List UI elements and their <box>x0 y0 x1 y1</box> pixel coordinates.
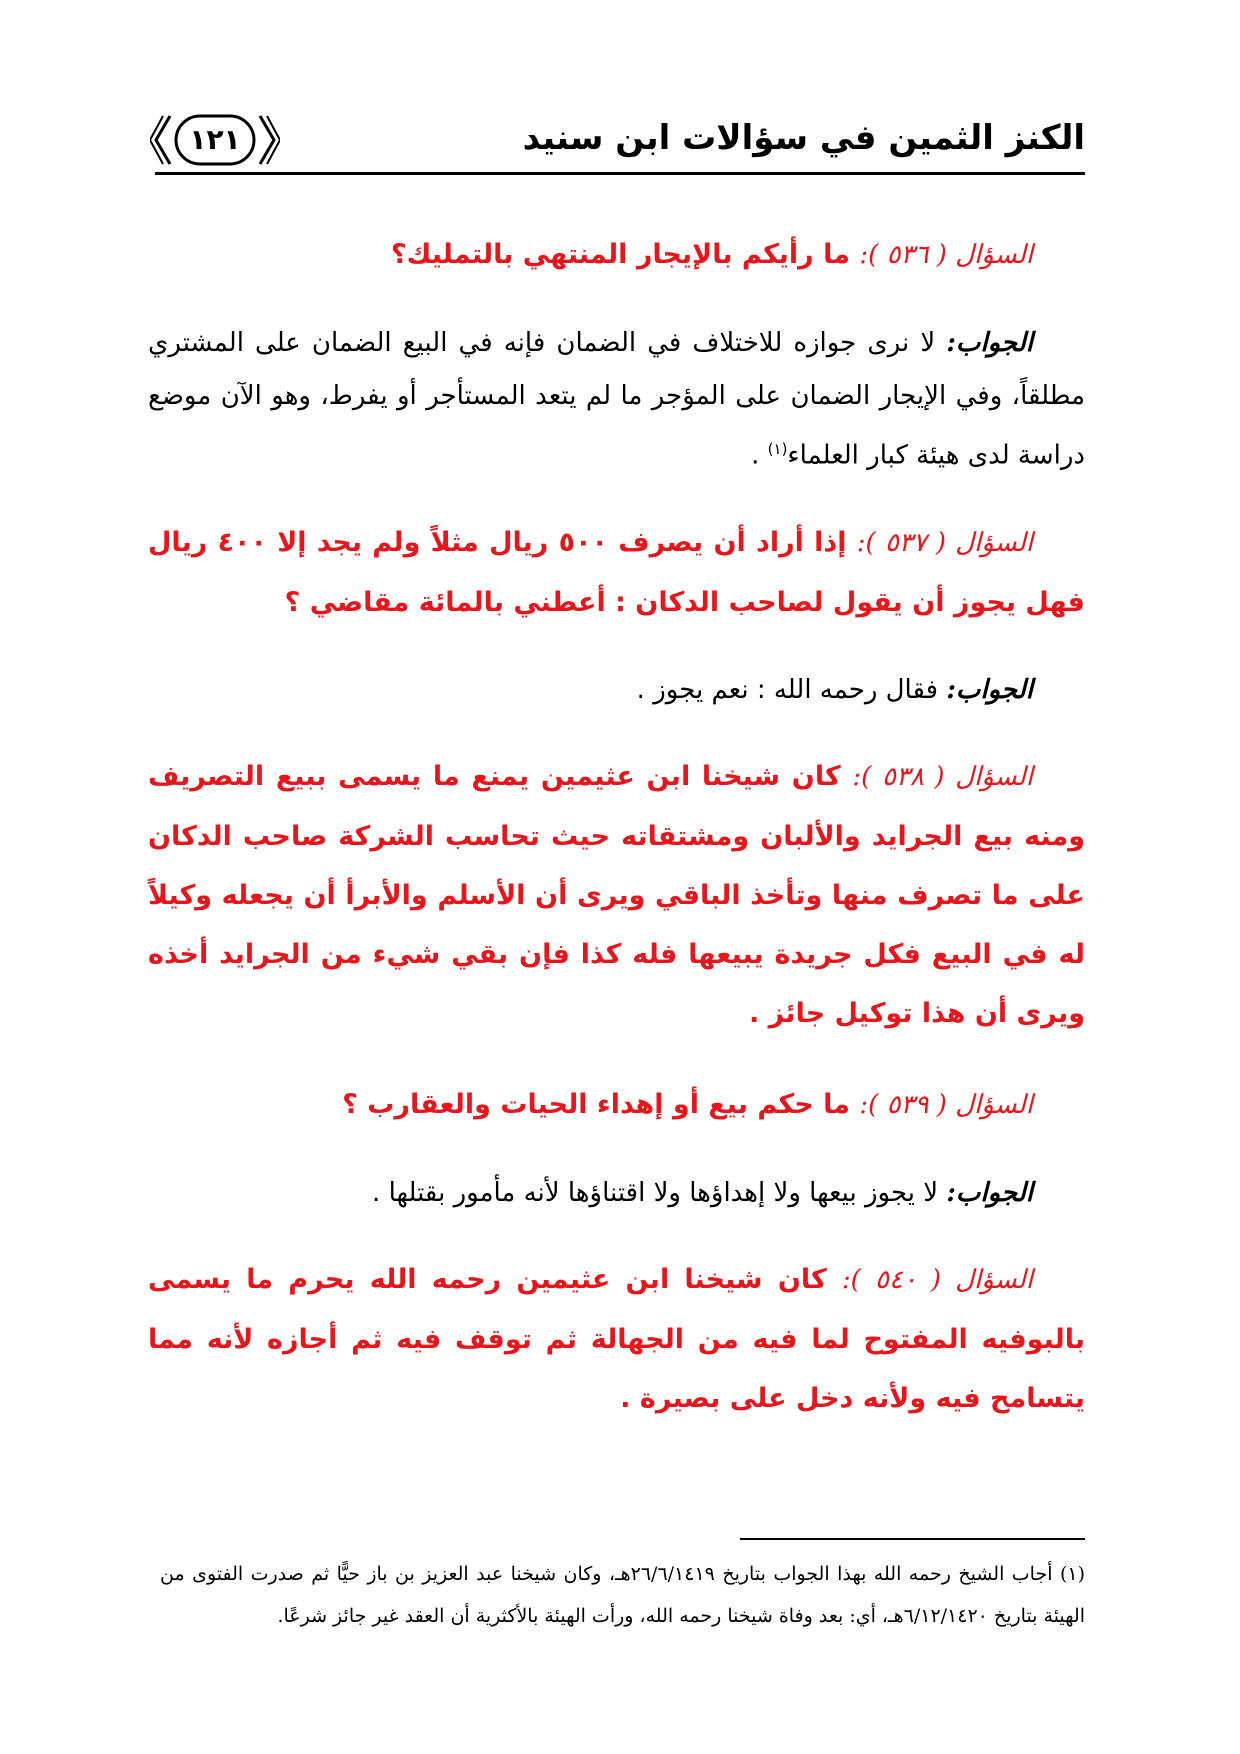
footnote-reference[interactable]: (١) <box>767 440 788 458</box>
answer-tail: . <box>751 440 768 471</box>
question-538 <box>148 747 1085 1043</box>
question-label: السؤال ( ٥٣٦ ): <box>859 240 1033 270</box>
question-536 <box>148 225 1085 285</box>
question-539 <box>148 1075 1085 1135</box>
footnotes <box>160 1553 1085 1637</box>
page-number-badge <box>150 110 280 170</box>
footnote-text: أجاب الشيخ رحمه الله بهذا الجواب بتاريخ ٢٦/٦/١٤١٩هـ، وكان شيخنا عبد العزيز بن باز حيًّا ثم صدرت الفتوى من الهيئة بتاريخ ٦/١٢/١٤٢٠هـ، أي: بعد وفاة شيخنا رحمه الله، ورأت الهيئة بالأكثرية أن العقد غير جائز شرعًا. <box>160 1563 1085 1627</box>
answer-537 <box>148 664 1085 717</box>
question-text: كان شيخنا ابن عثيمين يمنع ما يسمى ببيع التصريف ومنه بيع الجرايد والألبان ومشتقاته حيث تحاسب الشركة صاحب الدكان على ما تصرف منها وتأخذ الباقي ويرى أن الأسلم والأبرأ أن يجعله وكيلاً له في البيع فكل جريدة يبيعها فله كذا فإن بقي شيء من الجرايد أخذه ويرى أن هذا توكيل جائز . <box>148 760 1085 1029</box>
footnote-1 <box>160 1553 1085 1637</box>
answer-text: لا يجوز بيعها ولا إهداؤها ولا اقتناؤها لأنه مأمور بقتلها . <box>372 1177 947 1208</box>
answer-text: فقال رحمه الله : نعم يجوز . <box>636 674 947 705</box>
answer-label: الجواب: <box>946 328 1033 358</box>
book-title: الكنز الثمين في سؤالات ابن سنيد <box>522 118 1085 158</box>
answer-539 <box>148 1167 1085 1220</box>
question-label: السؤال ( ٥٣٧ ): <box>856 527 1033 558</box>
question-label: السؤال ( ٥٣٨ ): <box>852 761 1033 792</box>
header-divider <box>155 172 1085 175</box>
footnote-divider <box>740 1538 1085 1540</box>
question-label: السؤال ( ٥٣٩ ): <box>859 1089 1033 1120</box>
main-content <box>148 225 1085 1460</box>
question-text: كان شيخنا ابن عثيمين رحمه الله يحرم ما يسمى بالبوفيه المفتوح لما فيه من الجهالة ثم توقف فيه ثم أجازه لأنه مما يتسامح فيه ولأنه دخل على بصيرة . <box>148 1263 1085 1414</box>
answer-text: لا نرى جوازه للاختلاف في الضمان فإنه في البيع الضمان على المشتري مطلقاً، وفي الإيجار الضمان على المؤجر ما لم يتعد المستأجر أو يفرط، وهو الآن موضع دراسة لدى هيئة كبار العلماء <box>148 328 1085 471</box>
answer-label: الجواب: <box>946 1177 1033 1208</box>
question-text: ما رأيكم بالإيجار المنتهي بالتمليك؟ <box>390 239 860 270</box>
question-540 <box>148 1250 1085 1428</box>
answer-label: الجواب: <box>946 674 1033 705</box>
question-text: ما حكم بيع أو إهداء الحيات والعقارب ؟ <box>342 1088 860 1120</box>
question-label: السؤال ( ٥٤٠ ): <box>841 1264 1033 1295</box>
question-537 <box>148 513 1085 632</box>
page-number: ١٢١ <box>189 123 241 156</box>
answer-536 <box>148 317 1085 483</box>
question-text: إذا أراد أن يصرف ٥٠٠ ريال مثلاً ولم يجد إلا ٤٠٠ ريال فهل يجوز أن يقول لصاحب الدكان : أعطني بالمائة مقاضي ؟ <box>148 526 1085 618</box>
footnote-number: (١) <box>1059 1563 1085 1585</box>
